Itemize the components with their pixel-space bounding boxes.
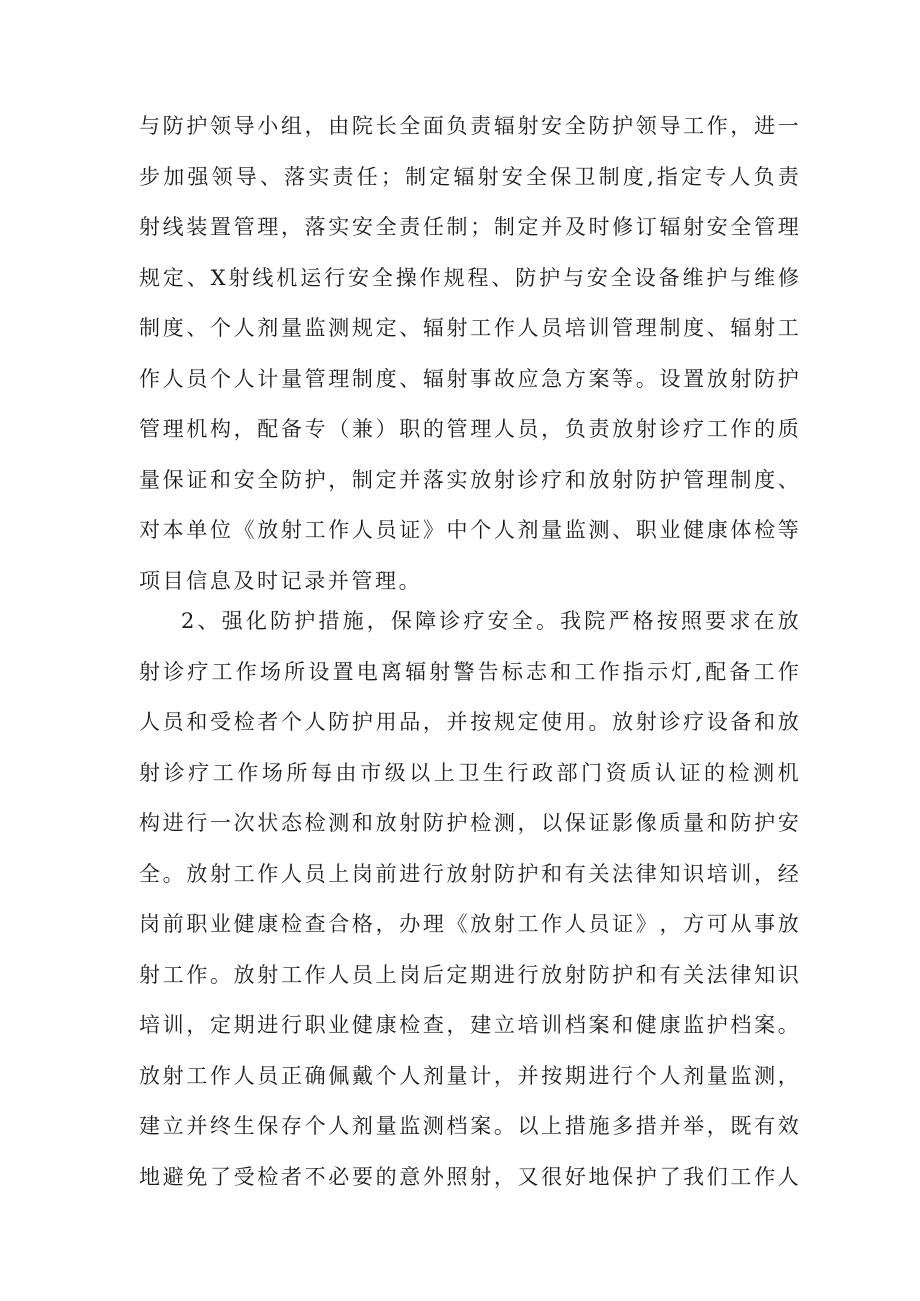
text-line: 管 理 机 构 ， 配 备 专 （ 兼 ） 职 的 管 理 人 员 ， 负 责 放 射 诊 疗 工 作 的 质: [139, 417, 799, 441]
text-line: 射 线 装 置 管 理 ， 落 实 安 全 责 任 制 ； 制 定 并 及 时 修 订 辐 射 安 全 管 理: [139, 215, 799, 239]
text-line: 全 。 放 射 工 作 人 员 上 岗 前 进 行 放 射 防 护 和 有 关 法 律 知 识 培 训 ， 经: [139, 861, 799, 886]
text-line: 射 诊 疗 工 作 场 所 设 置 电 离 辐 射 警 告 标 志 和 工 作 指 示 灯 , 配 备 工 作: [139, 659, 799, 684]
text-line: 岗 前 职 业 健 康 检 查 合 格 ， 办 理 《 放 射 工 作 人 员 证 》 ， 方 可 从 事 放: [139, 912, 799, 936]
text-line: 量 保 证 和 安 全 防 护 ， 制 定 并 落 实 放 射 诊 疗 和 放 射 防 护 管 理 制 度 、: [139, 467, 799, 492]
text-line: 与 防 护 领 导 小 组 ， 由 院 长 全 面 负 责 辐 射 安 全 防 护 领 导 工 作 ， 进 一: [139, 114, 799, 138]
text-line: 项目信息及时记录并管理。: [139, 568, 423, 593]
text-line: 射 诊 疗 工 作 场 所 每 由 市 级 以 上 卫 生 行 政 部 门 资 质 认 证 的 检 测 机: [139, 760, 799, 785]
text-line: 放 射 工 作 人 员 正 确 佩 戴 个 人 剂 量 计 ， 并 按 期 进 行 个 人 剂 量 监 测 ，: [139, 1063, 799, 1088]
text-line: 地 避 免 了 受 检 者 不 必 要 的 意 外 照 射 ， 又 很 好 地 保 护 了 我 们 工 作 人: [139, 1164, 799, 1189]
paragraph-2: [139, 596, 799, 1202]
text-line: 射 工 作 。 放 射 工 作 人 员 上 岗 后 定 期 进 行 放 射 防 护 和 有 关 法 律 知 识: [139, 962, 799, 987]
text-line: 步 加 强 领 导 、 落 实 责 任 ； 制 定 辐 射 安 全 保 卫 制 度 , 指 定 专 人 负 责: [139, 164, 799, 189]
text-line: 人 员 和 受 检 者 个 人 防 护 用 品 ， 并 按 规 定 使 用 。 放 射 诊 疗 设 备 和 放: [139, 710, 799, 734]
text-line: 对 本 单 位 《 放 射 工 作 人 员 证 》 中 个 人 剂 量 监 测 、 职 业 健 康 体 检 等: [139, 518, 799, 542]
text-line: 作 人 员 个 人 计 量 管 理 制 度 、 辐 射 事 故 应 急 方 案 等 。 设 置 放 射 防 护: [139, 366, 799, 391]
paragraph-1: [139, 101, 799, 606]
text-line: 建 立 并 终 生 保 存 个 人 剂 量 监 测 档 案 。 以 上 措 施 多 措 并 举 ， 既 有 效: [139, 1114, 799, 1138]
text-line: 制 度 、 个 人 剂 量 监 测 规 定 、 辐 射 工 作 人 员 培 训 管 理 制 度 、 辐 射 工: [139, 316, 799, 340]
text-line: 培 训 ， 定 期 进 行 职 业 健 康 检 查 ， 建 立 培 训 档 案 和 健 康 监 护 档 案 。: [139, 1013, 799, 1037]
text-line: 规 定 、 X 射 线 机 运 行 安 全 操 作 规 程 、 防 护 与 安 全 设 备 维 护 与 维 修: [139, 265, 799, 290]
text-line: 构 进 行 一 次 状 态 检 测 和 放 射 防 护 检 测 ， 以 保 证 影 像 质 量 和 防 护 安: [139, 811, 799, 835]
text-line: 2 、 强 化 防 护 措 施 ， 保 障 诊 疗 安 全 。 我 院 严 格 按 照 要 求 在 放: [181, 609, 799, 633]
